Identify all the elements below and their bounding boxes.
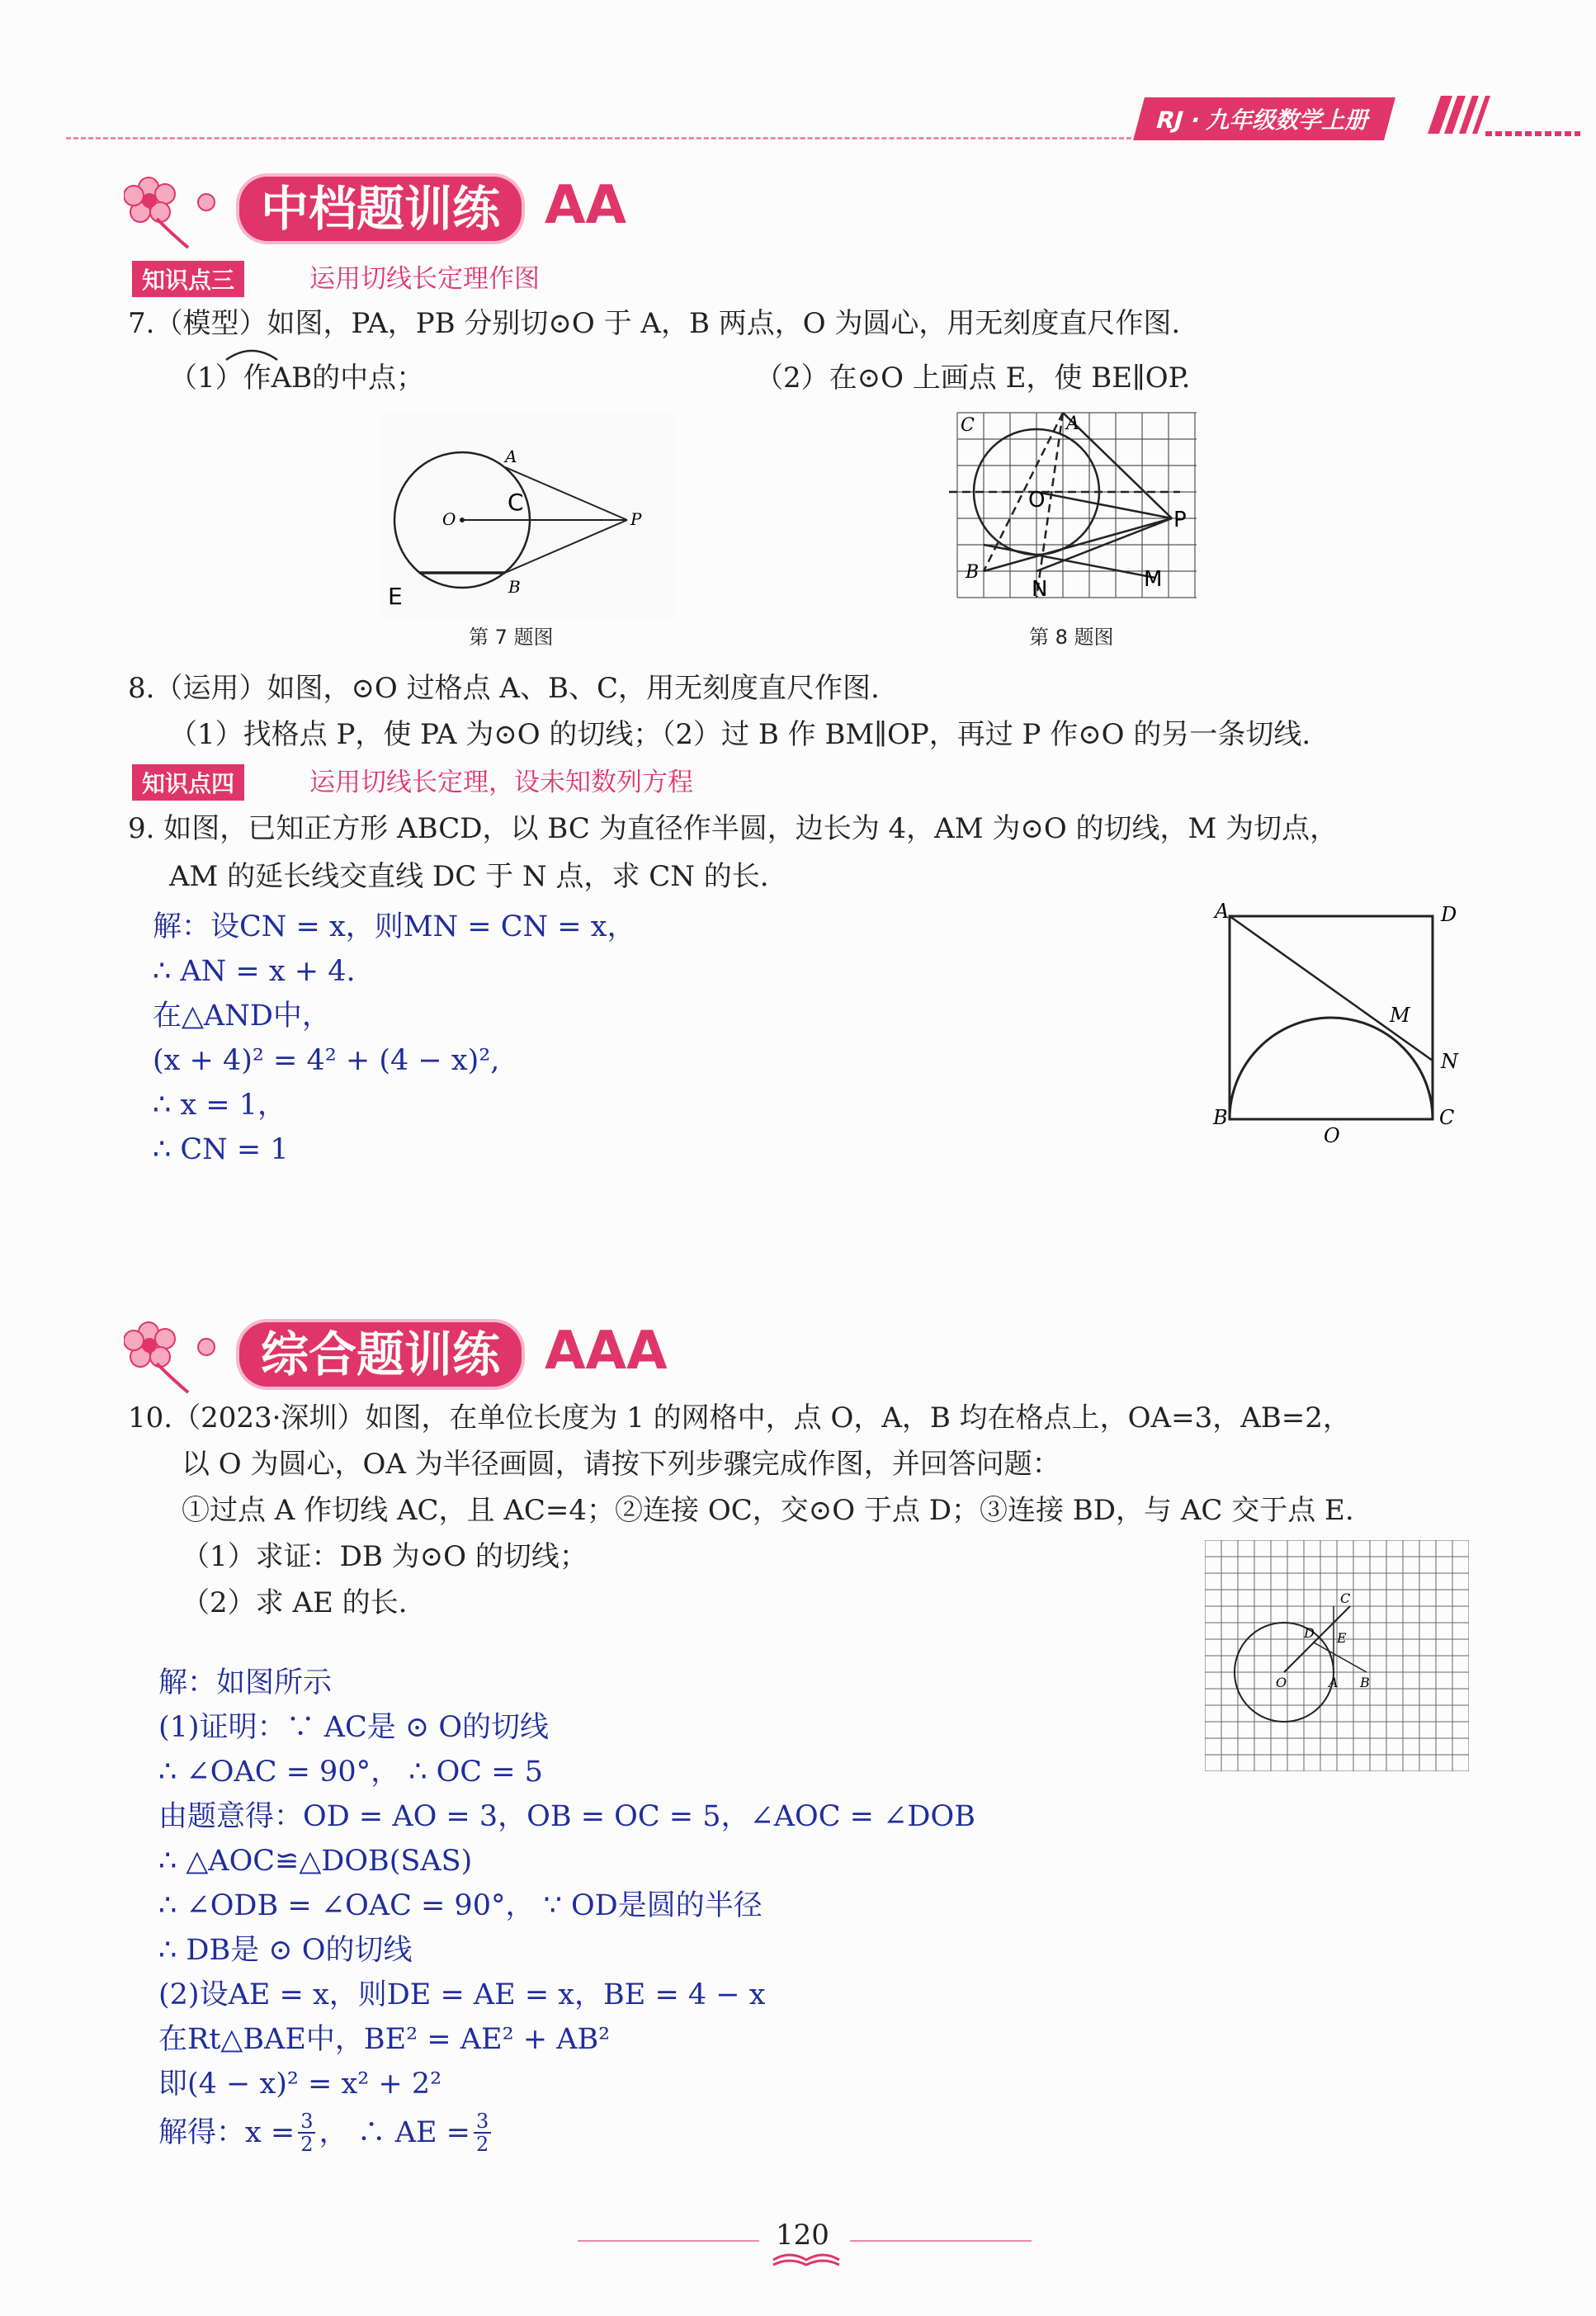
q10-part1: （1）求证：DB 为⊙O 的切线； — [182, 1540, 588, 1573]
fig8-label-N: N — [1032, 577, 1048, 602]
arc-symbol — [223, 345, 281, 362]
fig7-label-C: C — [508, 489, 524, 516]
final-mid: ， ∴ AE = — [319, 2116, 471, 2149]
fig8-label-C: C — [961, 415, 975, 436]
fig9-label-C: C — [1439, 1106, 1455, 1129]
fig10-label-E: E — [1337, 1630, 1347, 1646]
page-number: 120 — [776, 2219, 829, 2252]
fig7-label-O: O — [442, 509, 456, 529]
section-mid-grade: AA — [545, 175, 627, 236]
q10-line3: ①过点 A 作切线 AC，且 AC=4；②连接 OC，交⊙O 于点 D；③连接 BD，与 AC 交于点 E. — [182, 1494, 1354, 1527]
page-header — [0, 0, 1596, 149]
fraction-den: 2 — [300, 2133, 314, 2156]
q9-sol-line: ∴ AN = x + 4. — [153, 955, 356, 988]
q8-stem: 8.（运用）如图，⊙O 过格点 A、B、C，用无刻度直尺作图. — [128, 672, 880, 705]
book-title: RJ · 九年级数学上册 — [1133, 97, 1395, 140]
section-comp-grade: AAA — [545, 1321, 668, 1382]
fig8-label-P: P — [1173, 508, 1187, 532]
q7-stem: 7.（模型）如图，PA，PB 分别切⊙O 于 A，B 两点，O 为圆心，用无刻度直尺作图. — [128, 307, 1181, 340]
knowledge-point-4-tag: 知识点四 — [132, 764, 244, 801]
figure-7 — [380, 413, 677, 619]
fig8-label-O: O — [1028, 488, 1046, 513]
fig9-label-B: B — [1213, 1106, 1228, 1129]
fig10-label-D: D — [1304, 1625, 1315, 1641]
q9-line2: AM 的延长线交直线 DC 于 N 点，求 CN 的长. — [169, 860, 769, 893]
q8-parts: （1）找格点 P，使 PA 为⊙O 的切线；（2）过 B 作 BM∥OP，再过 P 作⊙O 的另一条切线. — [169, 718, 1311, 751]
q10-sol-line: (2)设AE = x，则DE = AE = x，BE = 4 − x — [158, 1978, 766, 2011]
knowledge-point-3-text: 运用切线长定理作图 — [309, 264, 540, 294]
knowledge-point-3-tag: 知识点三 — [132, 261, 244, 297]
q9-line1: 9. 如图，已知正方形 ABCD，以 BC 为直径作半圆，边长为 4，AM 为⊙O 的切线，M 为切点， — [128, 812, 1339, 845]
footer-line-right — [850, 2240, 1032, 2242]
q10-sol-line: 由题意得：OD = AO = 3，OB = OC = 5，∠AOC = ∠DOB — [158, 1800, 975, 1833]
q7-part1: （1）作AB的中点； — [169, 362, 425, 395]
q10-sol-final — [158, 2106, 975, 2159]
footer-line-left — [578, 2240, 759, 2242]
q9-solution — [153, 905, 635, 1172]
fig7-label-E: E — [388, 583, 403, 610]
q10-sol-line: ∴ ∠OAC = 90°， ∴ OC = 5 — [158, 1756, 543, 1789]
flower-icon — [124, 1314, 239, 1397]
fraction — [298, 2110, 315, 2155]
q10-sol-line: (1)证明：∵ AC是 ⊙ O的切线 — [158, 1711, 550, 1744]
q10-sol-line: 即(4 − x)² = x² + 2² — [158, 2068, 442, 2101]
q7-part2: （2）在⊙O 上画点 E，使 BE∥OP. — [755, 362, 1191, 395]
q10-line1: 10.（2023·深圳）如图，在单位长度为 1 的网格中，点 O，A，B 均在格点上，OA=3，AB=2， — [128, 1401, 1351, 1435]
q9-sol-line: 解：设CN = x，则MN = CN = x， — [153, 910, 636, 943]
q10-sol-line: ∴ ∠ODB = ∠OAC = 90°， ∵ OD是圆的半径 — [158, 1889, 763, 1922]
q10-sol-line: ∴ △AOC≌△DOB(SAS) — [158, 1845, 473, 1878]
fig9-label-A: A — [1215, 900, 1230, 923]
header-dashed-line — [66, 137, 1139, 139]
fig9-label-O: O — [1324, 1124, 1340, 1147]
fig10-label-O: O — [1276, 1675, 1287, 1690]
book-icon — [769, 2250, 843, 2270]
fig8-label-B: B — [966, 562, 980, 583]
q9-sol-line: 在△AND中， — [153, 1000, 331, 1033]
fig9-label-M: M — [1390, 1004, 1410, 1027]
fig7-label-A: A — [505, 447, 517, 466]
fig10-label-B: B — [1360, 1675, 1370, 1690]
fig7-label-P: P — [630, 509, 642, 529]
fig10-label-A: A — [1329, 1675, 1339, 1690]
figure-7-caption: 第 7 题图 — [469, 626, 554, 649]
section-mid-title: 中档题训练 — [239, 177, 522, 241]
q9-sol-line: ∴ CN = 1 — [153, 1133, 289, 1166]
header-stripes — [1419, 92, 1584, 142]
fraction-num: 3 — [298, 2110, 315, 2134]
figure-10 — [1205, 1540, 1469, 1771]
footer — [578, 2217, 1040, 2275]
figure-8-caption: 第 8 题图 — [1029, 626, 1114, 649]
fig8-label-M: M — [1144, 567, 1163, 592]
fig9-label-D: D — [1441, 903, 1457, 926]
q10-part2: （2）求 AE 的长. — [182, 1586, 408, 1619]
q10-sol-line: ∴ DB是 ⊙ O的切线 — [158, 1934, 413, 1967]
fig10-label-C: C — [1340, 1590, 1351, 1606]
q10-solution — [158, 1661, 975, 2159]
fig8-label-A: A — [1066, 414, 1079, 434]
q10-sol-line: 在Rt△BAE中，BE² = AE² + AB² — [158, 2023, 611, 2056]
q10-sol-line: 解：如图所示 — [158, 1666, 333, 1699]
section-comp-title: 综合题训练 — [239, 1322, 522, 1387]
q10-line2: 以 O 为圆心，OA 为半径画圆，请按下列步骤完成作图，并回答问题： — [182, 1448, 1060, 1481]
figure-9 — [1205, 900, 1477, 1147]
fig7-label-B: B — [508, 577, 521, 597]
fraction-den: 2 — [476, 2133, 489, 2156]
fraction-num: 3 — [474, 2110, 491, 2134]
q9-sol-line: ∴ x = 1， — [153, 1089, 286, 1122]
q9-sol-line: (x + 4)² = 4² + (4 − x)², — [153, 1044, 500, 1077]
knowledge-point-4-text: 运用切线长定理，设未知数列方程 — [309, 768, 693, 797]
flower-icon — [124, 169, 239, 252]
figure-8 — [949, 404, 1213, 615]
final-prefix: 解得：x = — [158, 2116, 295, 2149]
fig9-label-N: N — [1441, 1050, 1458, 1073]
fraction — [474, 2110, 491, 2155]
